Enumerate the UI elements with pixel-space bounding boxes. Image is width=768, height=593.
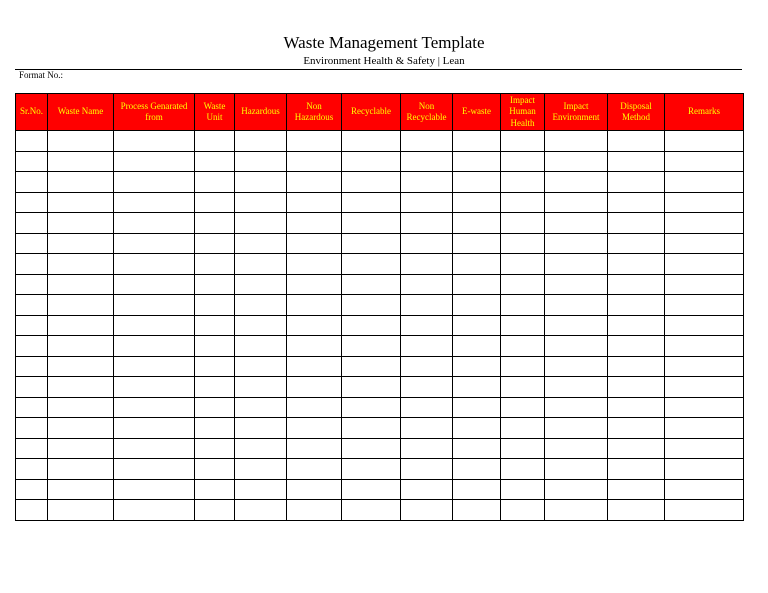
table-cell[interactable] xyxy=(114,336,195,357)
waste-management-table xyxy=(15,93,744,521)
table-cell[interactable] xyxy=(453,418,501,439)
table-cell[interactable] xyxy=(16,438,48,459)
table-cell[interactable] xyxy=(16,151,48,172)
table-cell[interactable] xyxy=(665,233,744,254)
table-cell[interactable] xyxy=(48,172,114,193)
table-cell[interactable] xyxy=(401,192,453,213)
table-cell[interactable] xyxy=(453,479,501,500)
table-cell[interactable] xyxy=(401,397,453,418)
table-cell[interactable] xyxy=(501,336,545,357)
table-cell[interactable] xyxy=(453,192,501,213)
table-cell[interactable] xyxy=(342,438,401,459)
table-cell[interactable] xyxy=(342,459,401,480)
table-cell[interactable] xyxy=(501,418,545,439)
table-cell[interactable] xyxy=(608,274,665,295)
table-row xyxy=(16,418,744,439)
table-cell[interactable] xyxy=(114,254,195,275)
table-cell[interactable] xyxy=(235,213,287,234)
table-cell[interactable] xyxy=(114,459,195,480)
table-cell[interactable] xyxy=(608,356,665,377)
table-cell[interactable] xyxy=(235,356,287,377)
table-cell[interactable] xyxy=(195,233,235,254)
table-cell[interactable] xyxy=(501,377,545,398)
table-cell[interactable] xyxy=(545,274,608,295)
column-header-impact-human-health: Impact Human Health xyxy=(501,94,545,131)
table-cell[interactable] xyxy=(342,397,401,418)
table-cell[interactable] xyxy=(235,192,287,213)
table-row xyxy=(16,131,744,152)
table-cell[interactable] xyxy=(453,377,501,398)
table-cell[interactable] xyxy=(401,418,453,439)
table-cell[interactable] xyxy=(287,254,342,275)
table-cell[interactable] xyxy=(401,459,453,480)
table-row xyxy=(16,377,744,398)
table-cell[interactable] xyxy=(235,172,287,193)
table-cell[interactable] xyxy=(114,172,195,193)
table-cell[interactable] xyxy=(608,254,665,275)
table-cell[interactable] xyxy=(453,315,501,336)
table-cell[interactable] xyxy=(401,274,453,295)
table-row xyxy=(16,438,744,459)
table-cell[interactable] xyxy=(501,397,545,418)
table-cell[interactable] xyxy=(342,131,401,152)
table-cell[interactable] xyxy=(16,479,48,500)
table-cell[interactable] xyxy=(501,500,545,521)
table-cell[interactable] xyxy=(287,213,342,234)
table-cell[interactable] xyxy=(401,377,453,398)
table-cell[interactable] xyxy=(501,254,545,275)
table-cell[interactable] xyxy=(195,192,235,213)
table-cell[interactable] xyxy=(453,459,501,480)
column-header-e-waste: E-waste xyxy=(453,94,501,131)
table-cell[interactable] xyxy=(48,131,114,152)
table-cell[interactable] xyxy=(608,315,665,336)
column-header-sr-no: Sr.No. xyxy=(16,94,48,131)
table-cell[interactable] xyxy=(287,192,342,213)
table-cell[interactable] xyxy=(401,254,453,275)
table-cell[interactable] xyxy=(195,356,235,377)
table-cell[interactable] xyxy=(48,397,114,418)
table-cell[interactable] xyxy=(195,274,235,295)
table-cell[interactable] xyxy=(665,479,744,500)
table-cell[interactable] xyxy=(287,336,342,357)
table-cell[interactable] xyxy=(501,192,545,213)
table-cell[interactable] xyxy=(501,131,545,152)
table-cell[interactable] xyxy=(287,315,342,336)
table-cell[interactable] xyxy=(501,213,545,234)
table-cell[interactable] xyxy=(545,233,608,254)
table-row xyxy=(16,336,744,357)
table-cell[interactable] xyxy=(114,192,195,213)
table-cell[interactable] xyxy=(235,151,287,172)
table-row xyxy=(16,192,744,213)
table-cell[interactable] xyxy=(114,418,195,439)
table-cell[interactable] xyxy=(114,233,195,254)
table-cell[interactable] xyxy=(235,397,287,418)
format-number-label: Format No.: xyxy=(19,70,63,80)
header-divider xyxy=(15,69,742,70)
table-cell[interactable] xyxy=(287,356,342,377)
table-cell[interactable] xyxy=(114,500,195,521)
table-row xyxy=(16,151,744,172)
table-cell[interactable] xyxy=(453,254,501,275)
table-cell[interactable] xyxy=(545,131,608,152)
table-cell[interactable] xyxy=(287,377,342,398)
table-cell[interactable] xyxy=(608,295,665,316)
table-cell[interactable] xyxy=(545,254,608,275)
table-cell[interactable] xyxy=(545,213,608,234)
table-cell[interactable] xyxy=(195,151,235,172)
table-cell[interactable] xyxy=(235,500,287,521)
table-cell[interactable] xyxy=(342,274,401,295)
table-cell[interactable] xyxy=(501,438,545,459)
table-cell[interactable] xyxy=(608,500,665,521)
table-row xyxy=(16,274,744,295)
table-cell[interactable] xyxy=(195,315,235,336)
column-header-waste-name: Waste Name xyxy=(48,94,114,131)
table-cell[interactable] xyxy=(342,254,401,275)
table-cell[interactable] xyxy=(342,213,401,234)
table-header-row xyxy=(16,94,744,131)
table-cell[interactable] xyxy=(545,172,608,193)
table-cell[interactable] xyxy=(287,233,342,254)
table-cell[interactable] xyxy=(287,418,342,439)
table-cell[interactable] xyxy=(287,397,342,418)
column-header-recyclable: Recyclable xyxy=(342,94,401,131)
table-cell[interactable] xyxy=(287,438,342,459)
table-cell[interactable] xyxy=(48,356,114,377)
table-cell[interactable] xyxy=(16,274,48,295)
table-cell[interactable] xyxy=(342,336,401,357)
table-cell[interactable] xyxy=(48,479,114,500)
table-cell[interactable] xyxy=(665,131,744,152)
table-cell[interactable] xyxy=(287,459,342,480)
table-cell[interactable] xyxy=(16,233,48,254)
table-cell[interactable] xyxy=(608,131,665,152)
table-cell[interactable] xyxy=(342,233,401,254)
table-cell[interactable] xyxy=(235,315,287,336)
table-cell[interactable] xyxy=(114,479,195,500)
table-cell[interactable] xyxy=(195,131,235,152)
table-cell[interactable] xyxy=(453,151,501,172)
page-title: Waste Management Template xyxy=(283,33,485,52)
table-cell[interactable] xyxy=(401,500,453,521)
table-cell[interactable] xyxy=(665,459,744,480)
table-cell[interactable] xyxy=(501,274,545,295)
column-header-process-generated-from: Process Genarated from xyxy=(114,94,195,131)
column-header-non-hazardous: Non Hazardous xyxy=(287,94,342,131)
table-cell[interactable] xyxy=(665,315,744,336)
table-cell[interactable] xyxy=(401,151,453,172)
table-cell[interactable] xyxy=(48,377,114,398)
table-cell[interactable] xyxy=(665,151,744,172)
table-cell[interactable] xyxy=(665,274,744,295)
table-cell[interactable] xyxy=(401,315,453,336)
table-cell[interactable] xyxy=(401,233,453,254)
table-cell[interactable] xyxy=(453,233,501,254)
table-cell[interactable] xyxy=(608,192,665,213)
table-cell[interactable] xyxy=(287,172,342,193)
table-cell[interactable] xyxy=(48,315,114,336)
table-cell[interactable] xyxy=(608,479,665,500)
table-cell[interactable] xyxy=(342,356,401,377)
table-cell[interactable] xyxy=(195,459,235,480)
table-cell[interactable] xyxy=(195,397,235,418)
column-header-hazardous: Hazardous xyxy=(235,94,287,131)
table-cell[interactable] xyxy=(235,274,287,295)
table-row xyxy=(16,500,744,521)
table-cell[interactable] xyxy=(195,295,235,316)
table-cell[interactable] xyxy=(501,315,545,336)
table-cell[interactable] xyxy=(401,295,453,316)
table-cell[interactable] xyxy=(195,418,235,439)
table-cell[interactable] xyxy=(453,213,501,234)
table-cell[interactable] xyxy=(48,418,114,439)
table-cell[interactable] xyxy=(195,254,235,275)
table-cell[interactable] xyxy=(545,500,608,521)
table-cell[interactable] xyxy=(453,500,501,521)
table-cell[interactable] xyxy=(665,295,744,316)
table-cell[interactable] xyxy=(608,172,665,193)
table-cell[interactable] xyxy=(195,479,235,500)
table-cell[interactable] xyxy=(342,192,401,213)
table-cell[interactable] xyxy=(501,356,545,377)
column-header-disposal-method: Disposal Method xyxy=(608,94,665,131)
table-cell[interactable] xyxy=(501,151,545,172)
table-cell[interactable] xyxy=(545,418,608,439)
table-cell[interactable] xyxy=(235,233,287,254)
table-cell[interactable] xyxy=(114,131,195,152)
table-cell[interactable] xyxy=(48,500,114,521)
table-cell[interactable] xyxy=(287,151,342,172)
table-cell[interactable] xyxy=(501,172,545,193)
table-cell[interactable] xyxy=(287,479,342,500)
table-cell[interactable] xyxy=(16,500,48,521)
table-cell[interactable] xyxy=(665,397,744,418)
table-body xyxy=(16,131,744,521)
table-cell[interactable] xyxy=(114,295,195,316)
table-cell[interactable] xyxy=(545,397,608,418)
table-cell[interactable] xyxy=(342,295,401,316)
table-row xyxy=(16,233,744,254)
table-cell[interactable] xyxy=(48,233,114,254)
table-cell[interactable] xyxy=(16,418,48,439)
table-cell[interactable] xyxy=(665,438,744,459)
table-cell[interactable] xyxy=(114,274,195,295)
table-cell[interactable] xyxy=(114,213,195,234)
table-cell[interactable] xyxy=(608,459,665,480)
table-cell[interactable] xyxy=(16,459,48,480)
table-cell[interactable] xyxy=(48,151,114,172)
table-cell[interactable] xyxy=(342,151,401,172)
table-cell[interactable] xyxy=(501,295,545,316)
table-cell[interactable] xyxy=(342,315,401,336)
table-cell[interactable] xyxy=(16,192,48,213)
table-cell[interactable] xyxy=(114,315,195,336)
column-header-remarks: Remarks xyxy=(665,94,744,131)
table-cell[interactable] xyxy=(401,172,453,193)
table-cell[interactable] xyxy=(235,254,287,275)
table-cell[interactable] xyxy=(665,192,744,213)
table-cell[interactable] xyxy=(235,479,287,500)
table-cell[interactable] xyxy=(114,356,195,377)
table-cell[interactable] xyxy=(16,172,48,193)
table-cell[interactable] xyxy=(608,336,665,357)
table-cell[interactable] xyxy=(545,295,608,316)
table-cell[interactable] xyxy=(453,336,501,357)
table-cell[interactable] xyxy=(287,295,342,316)
table-cell[interactable] xyxy=(48,274,114,295)
table-cell[interactable] xyxy=(453,438,501,459)
table-cell[interactable] xyxy=(608,438,665,459)
table-cell[interactable] xyxy=(287,131,342,152)
table-cell[interactable] xyxy=(545,315,608,336)
table-cell[interactable] xyxy=(501,479,545,500)
table-cell[interactable] xyxy=(287,500,342,521)
table-cell[interactable] xyxy=(48,254,114,275)
table-row xyxy=(16,479,744,500)
table-cell[interactable] xyxy=(235,377,287,398)
table-cell[interactable] xyxy=(665,172,744,193)
table-cell[interactable] xyxy=(401,438,453,459)
table-row xyxy=(16,213,744,234)
table-cell[interactable] xyxy=(235,438,287,459)
table-cell[interactable] xyxy=(48,459,114,480)
table-cell[interactable] xyxy=(48,213,114,234)
table-row xyxy=(16,459,744,480)
table-cell[interactable] xyxy=(16,377,48,398)
table-cell[interactable] xyxy=(235,418,287,439)
table-cell[interactable] xyxy=(545,151,608,172)
table-cell[interactable] xyxy=(545,459,608,480)
table-cell[interactable] xyxy=(48,438,114,459)
table-cell[interactable] xyxy=(195,213,235,234)
table-cell[interactable] xyxy=(453,172,501,193)
table-cell[interactable] xyxy=(501,233,545,254)
table-cell[interactable] xyxy=(665,254,744,275)
table-cell[interactable] xyxy=(16,356,48,377)
table-cell[interactable] xyxy=(195,172,235,193)
table-cell[interactable] xyxy=(114,151,195,172)
table-cell[interactable] xyxy=(453,131,501,152)
table-cell[interactable] xyxy=(195,377,235,398)
table-row xyxy=(16,172,744,193)
table-cell[interactable] xyxy=(342,172,401,193)
table-cell[interactable] xyxy=(401,213,453,234)
table-row xyxy=(16,356,744,377)
table-cell[interactable] xyxy=(235,295,287,316)
table-cell[interactable] xyxy=(16,213,48,234)
table-row xyxy=(16,295,744,316)
table-cell[interactable] xyxy=(545,356,608,377)
table-cell[interactable] xyxy=(608,418,665,439)
table-cell[interactable] xyxy=(16,397,48,418)
table-cell[interactable] xyxy=(235,336,287,357)
table-cell[interactable] xyxy=(342,418,401,439)
table-row xyxy=(16,315,744,336)
table-cell[interactable] xyxy=(608,233,665,254)
table-cell[interactable] xyxy=(453,356,501,377)
table-row xyxy=(16,254,744,275)
table-cell[interactable] xyxy=(665,336,744,357)
table-cell[interactable] xyxy=(48,192,114,213)
table-cell[interactable] xyxy=(16,336,48,357)
table-cell[interactable] xyxy=(608,397,665,418)
table-cell[interactable] xyxy=(545,336,608,357)
table-cell[interactable] xyxy=(401,356,453,377)
table-cell[interactable] xyxy=(287,274,342,295)
column-header-waste-unit: Waste Unit xyxy=(195,94,235,131)
table-cell[interactable] xyxy=(16,254,48,275)
table-cell[interactable] xyxy=(401,131,453,152)
page-subtitle: Environment Health & Safety | Lean xyxy=(303,55,465,67)
table-cell[interactable] xyxy=(195,336,235,357)
table-cell[interactable] xyxy=(665,377,744,398)
table-cell[interactable] xyxy=(608,377,665,398)
table-cell[interactable] xyxy=(16,131,48,152)
table-cell[interactable] xyxy=(545,479,608,500)
table-cell[interactable] xyxy=(114,377,195,398)
table-cell[interactable] xyxy=(401,336,453,357)
table-cell[interactable] xyxy=(235,131,287,152)
column-header-impact-environment: Impact Environment xyxy=(545,94,608,131)
table-cell[interactable] xyxy=(453,295,501,316)
table-cell[interactable] xyxy=(48,336,114,357)
table-cell[interactable] xyxy=(114,397,195,418)
table-cell[interactable] xyxy=(545,377,608,398)
table-cell[interactable] xyxy=(401,479,453,500)
table-cell[interactable] xyxy=(114,438,195,459)
table-cell[interactable] xyxy=(16,315,48,336)
table-cell[interactable] xyxy=(545,438,608,459)
table-cell[interactable] xyxy=(608,213,665,234)
column-header-non-recyclable: Non Recyclable xyxy=(401,94,453,131)
table-cell[interactable] xyxy=(501,459,545,480)
table-row xyxy=(16,397,744,418)
table-cell[interactable] xyxy=(235,459,287,480)
table-cell[interactable] xyxy=(608,151,665,172)
table-cell[interactable] xyxy=(16,295,48,316)
table-cell[interactable] xyxy=(545,192,608,213)
table-cell[interactable] xyxy=(665,213,744,234)
table-cell[interactable] xyxy=(665,356,744,377)
table-cell[interactable] xyxy=(665,500,744,521)
table-cell[interactable] xyxy=(195,500,235,521)
table-cell[interactable] xyxy=(195,438,235,459)
table-cell[interactable] xyxy=(342,377,401,398)
table-cell[interactable] xyxy=(48,295,114,316)
table-cell[interactable] xyxy=(342,479,401,500)
table-cell[interactable] xyxy=(453,274,501,295)
table-cell[interactable] xyxy=(665,418,744,439)
table-cell[interactable] xyxy=(342,500,401,521)
table-cell[interactable] xyxy=(453,397,501,418)
